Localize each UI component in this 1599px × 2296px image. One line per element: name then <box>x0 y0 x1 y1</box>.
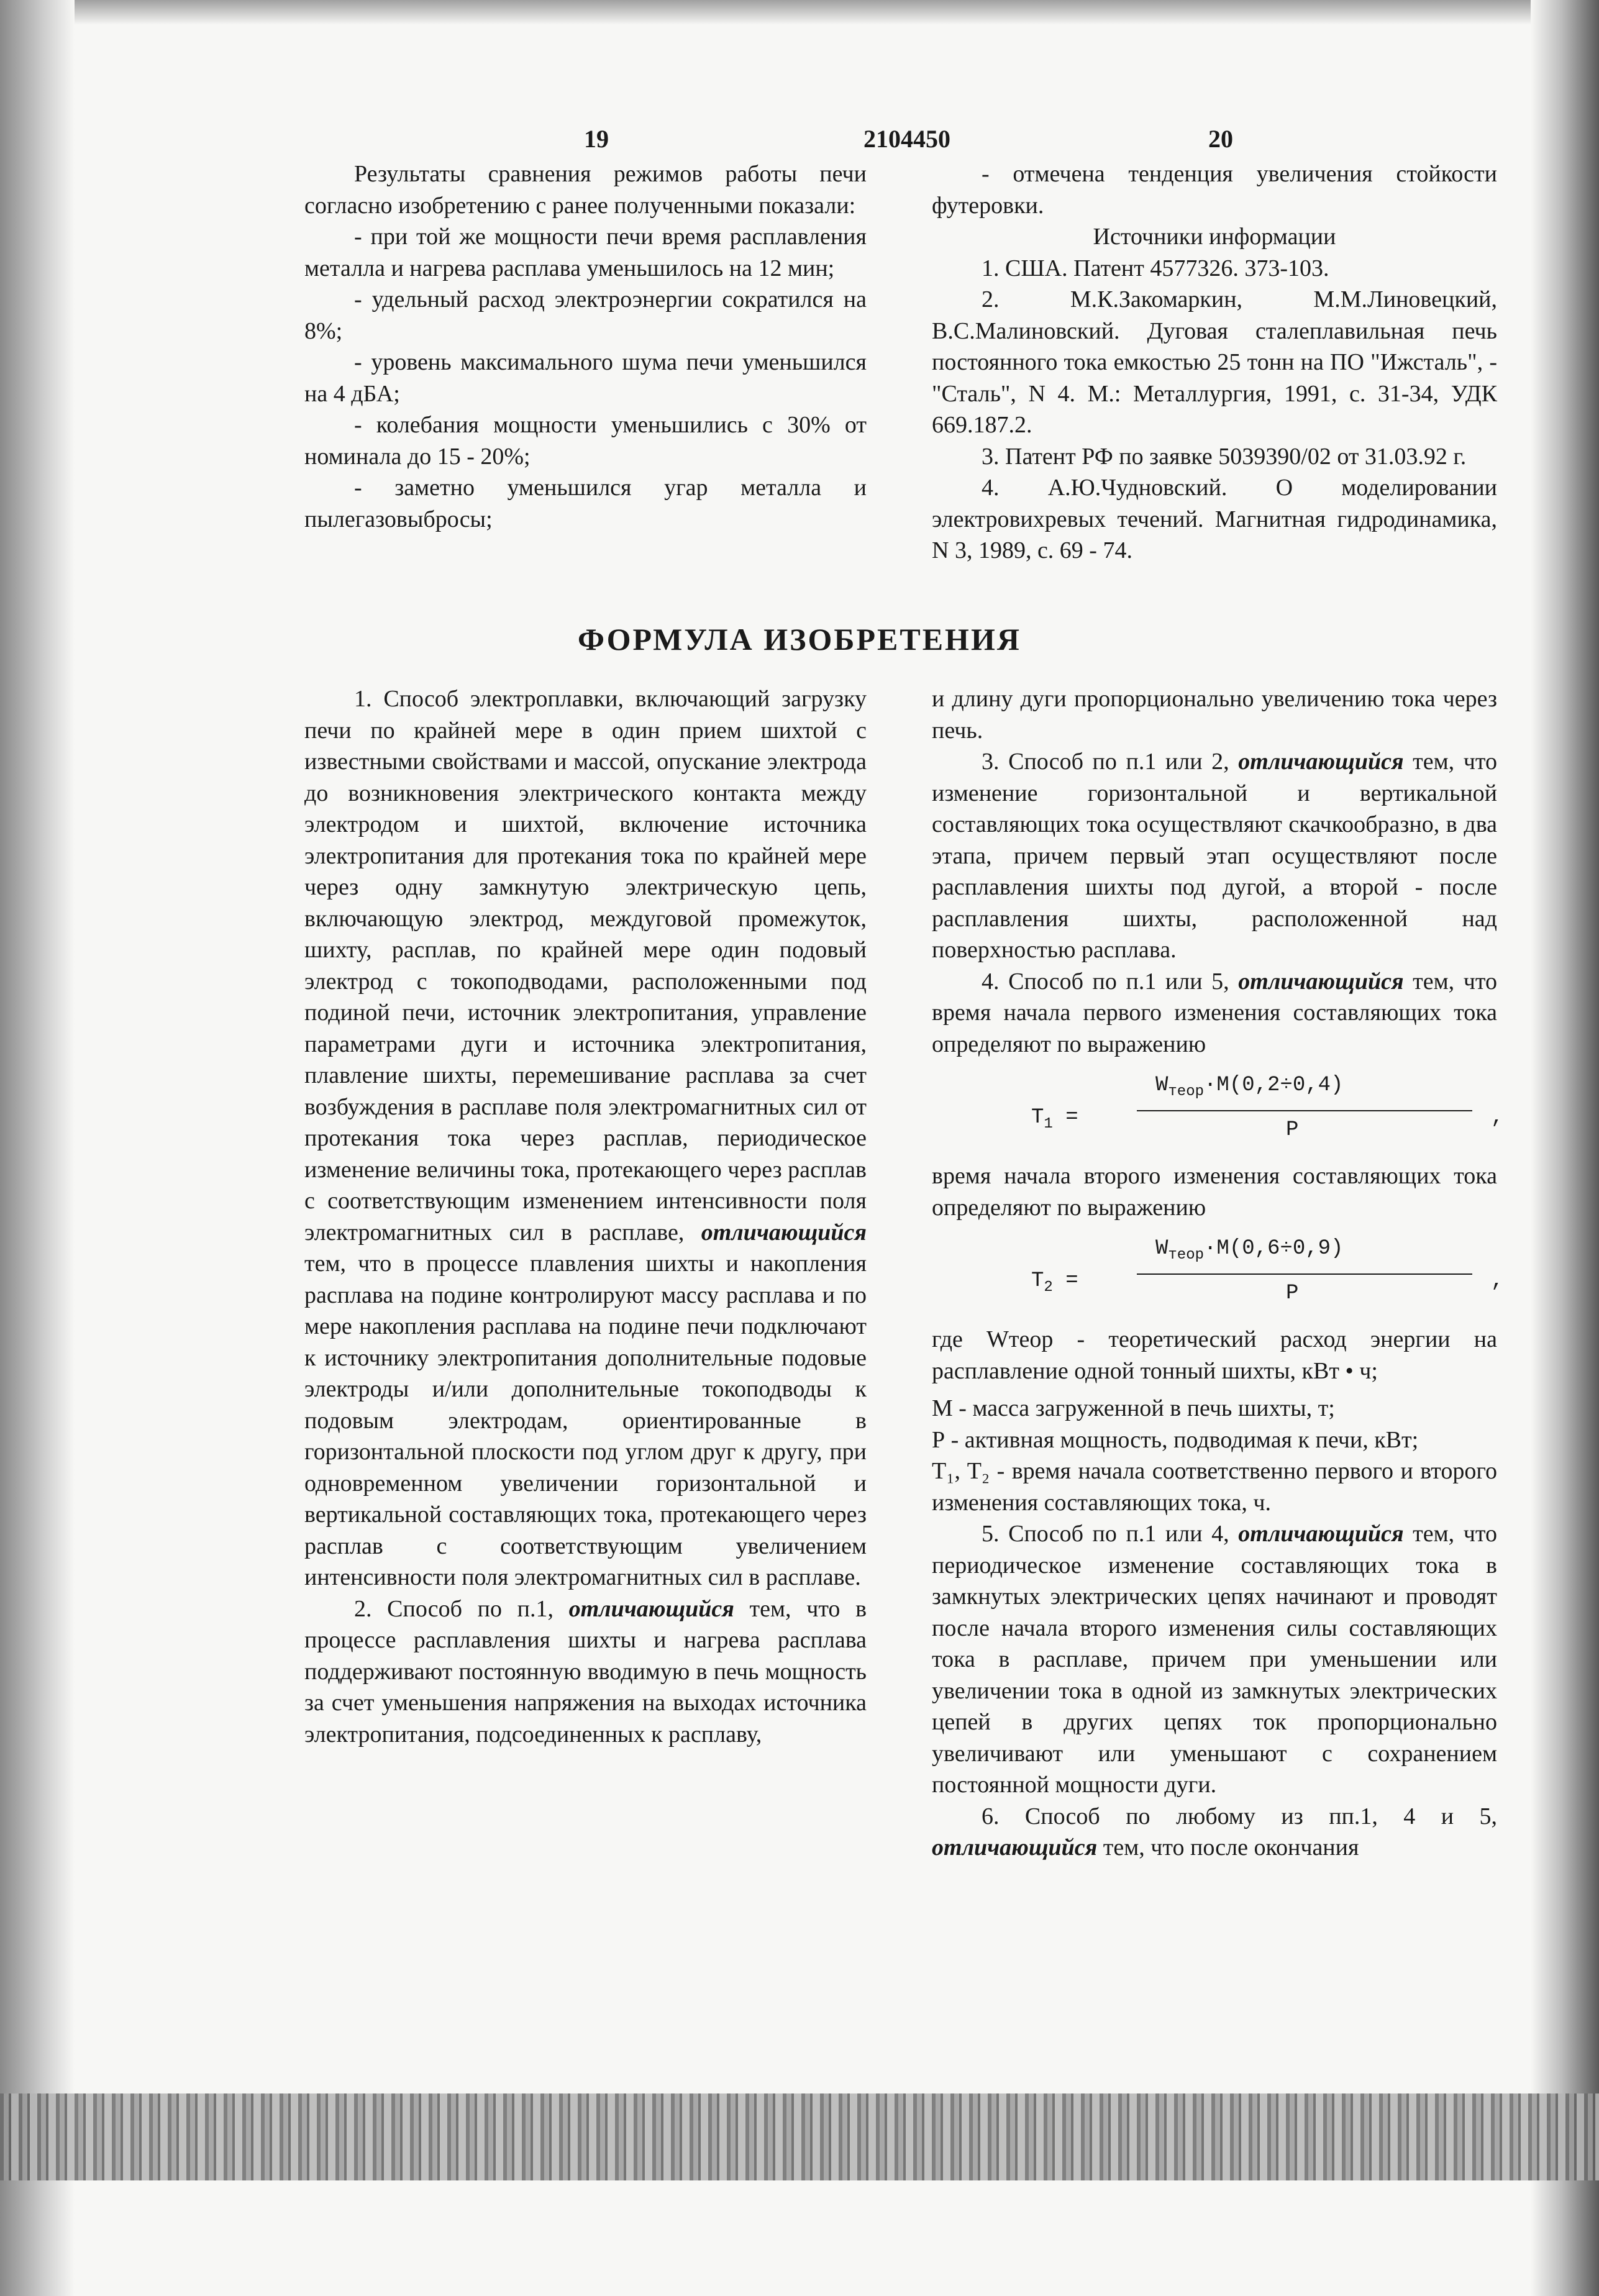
scan-edge-right <box>1531 0 1599 2296</box>
claims-right-column <box>932 683 1504 1864</box>
paragraph: время начала второго изменения составляющих тока определяют по выражению <box>932 1163 1497 1221</box>
definition: T₁, T₂ - время начала соответственно первого и второго изменения составляющих тока, ч. <box>932 1458 1497 1516</box>
list-item: - колебания мощности уменьшились с 30% от номинала до 15 - 20%; <box>304 412 867 470</box>
claim-emphasis: отличающийся <box>1238 968 1404 995</box>
claim-4: 4. Способ по п.1 или 5, отличающийся тем, что время начала первого изменения составляющих тока определяют по выражению <box>932 968 1497 1057</box>
source-item: 3. Патент РФ по заявке 5039390/02 от 31.03.92 г. <box>982 443 1467 470</box>
section-heading: ФОРМУЛА ИЗОБРЕТЕНИЯ <box>578 622 1021 657</box>
claim-1: 1. Способ электроплавки, включающий загрузку печи по крайней мере в один прием шихтой с известными свойствами и массой, опускание электрода до возникновения электрического контакта между электродом и шихтой, включение источника электропитания для протекания тока по крайней мере через одну замкнутую электрическую цепь, включающую электрод, междуговой промежуток, шихту, расплав, по крайней мере один подовый электрод с токоподводами, расположенными под подиной печи, источник электропитания, управление параметрами дуги и источника электропитания, плавление шихты, перемешивание расплава за счет возбуждения в расплаве поля электромагнитных сил от протекания тока через расплав, периодическое изменение величины тока, протекающего через расплав с соответствующим изменением интенсивности поля электромагнитных сил в расплаве, отличающийся тем, что в процессе плавления шихты и накопления расплава на подине контролируют массу расплава и по мере накопления расплава на подине печи подключают к источнику электропитания дополнительные подовые электроды и/или дополнительные токоподводы к подовым электродам, ориентированные в горизонтальной плоскости под углом друг к другу, при одновременном увеличении горизонтальной и вертикальной составляющих тока, протекающего через расплав с соответствующим увеличением интенсивности поля электромагнитных сил в расплаве. <box>304 686 867 1590</box>
source-item: 4. А.Ю.Чудновский. О моделировании электровихревых течений. Магнитная гидродинамика, N 3, 1989, с. 69 - 74. <box>932 475 1497 563</box>
claim-emphasis: отличающийся <box>932 1834 1098 1861</box>
claim-2: 2. Способ по п.1, отличающийся тем, что в процессе расплавления шихты и нагрева расплава поддерживают постоянную вводимую в печь мощность за счет уменьшения напряжения на выходах источника электропитания, подсоединенных к расплаву, <box>304 1595 867 1747</box>
sources-title: Источники информации <box>1093 224 1336 250</box>
formula-t1: $T_1$ = $W_{теор}\cdot M(0,2\div 0,4)$ P , <box>1031 1073 1504 1142</box>
claims-left-column <box>304 683 867 1750</box>
definition: где Wтеор - теоретический расход энергии на расплавление одной тонный шихты, кВт • ч; <box>932 1326 1497 1384</box>
paragraph: Результаты сравнения режимов работы печи согласно изобретению с ранее полученными показали: <box>304 161 867 219</box>
claim-emphasis: отличающийся <box>701 1219 867 1246</box>
scan-edge-left <box>0 0 75 2296</box>
top-right-column <box>932 158 1497 567</box>
source-item: 2. М.К.Закомаркин, М.М.Линовецкий, В.С.Малиновский. Дуговая сталеплавильная печь постоянного тока емкостью 25 тонн на ПО "Ижсталь", -"Сталь", N 4. М.: Металлургия, 1991, с. 31-34, УДК 669.187.2. <box>932 286 1497 438</box>
claim-emphasis: отличающийся <box>1238 749 1404 775</box>
claim-3: 3. Способ по п.1 или 2, отличающийся тем, что изменение горизонтальной и вертикальной составляющих тока осуществляют скачкообразно, в два этапа, причем первый этап осуществляют после расплавления шихты под дугой, а второй - после расплавления шихты, расположенной над поверхностью расплава. <box>932 749 1497 963</box>
source-item: 1. США. Патент 4577326. 373-103. <box>982 255 1329 281</box>
formula-t2: $T_2$ = $W_{теор}\cdot M(0,6\div 0,9)$ P , <box>1031 1237 1504 1305</box>
fraction-bar <box>1137 1110 1472 1111</box>
patent-number: 2104450 <box>863 125 950 153</box>
top-left-column <box>304 158 867 535</box>
claim-emphasis: отличающийся <box>1238 1521 1404 1547</box>
list-item: - при той же мощности печи время расплавления металла и нагрева расплава уменьшилось на 12 мин; <box>304 224 867 281</box>
claim-6: 6. Способ по любому из пп.1, 4 и 5, отличающийся тем, что после окончания <box>932 1803 1497 1861</box>
definition: М - масса загруженной в печь шихты, т; <box>932 1395 1335 1421</box>
scan-edge-top <box>0 0 1599 25</box>
claim-emphasis: отличающийся <box>568 1595 734 1622</box>
fraction-bar <box>1137 1273 1472 1275</box>
list-item: - заметно уменьшился угар металла и пылегазовыбросы; <box>304 475 867 532</box>
page-number-left: 19 <box>584 125 609 153</box>
list-item: - уровень максимального шума печи уменьшился на 4 дБА; <box>304 349 867 407</box>
claim-continuation: и длину дуги пропорционально увеличению тока через печь. <box>932 686 1497 744</box>
scan-noise-bottom <box>0 2093 1599 2180</box>
claim-5: 5. Способ по п.1 или 4, отличающийся тем, что периодическое изменение составляющих тока в замкнутых электрических цепях начинают и проводят после начала второго изменения силы составляющих тока в расплаве, причем при уменьшении или увеличении тока в одной из замкнутых электрических цепей в других цепях ток пропорционально увеличивают или уменьшают с сохранением постоянной мощности дуги. <box>932 1521 1497 1798</box>
definition: Р - активная мощность, подводимая к печи, кВт; <box>932 1426 1419 1453</box>
paragraph: - отмечена тенденция увеличения стойкости футеровки. <box>932 161 1497 219</box>
page-number-right: 20 <box>1208 125 1233 153</box>
page-header <box>0 124 1599 162</box>
list-item: - удельный расход электроэнергии сократился на 8%; <box>304 286 867 344</box>
